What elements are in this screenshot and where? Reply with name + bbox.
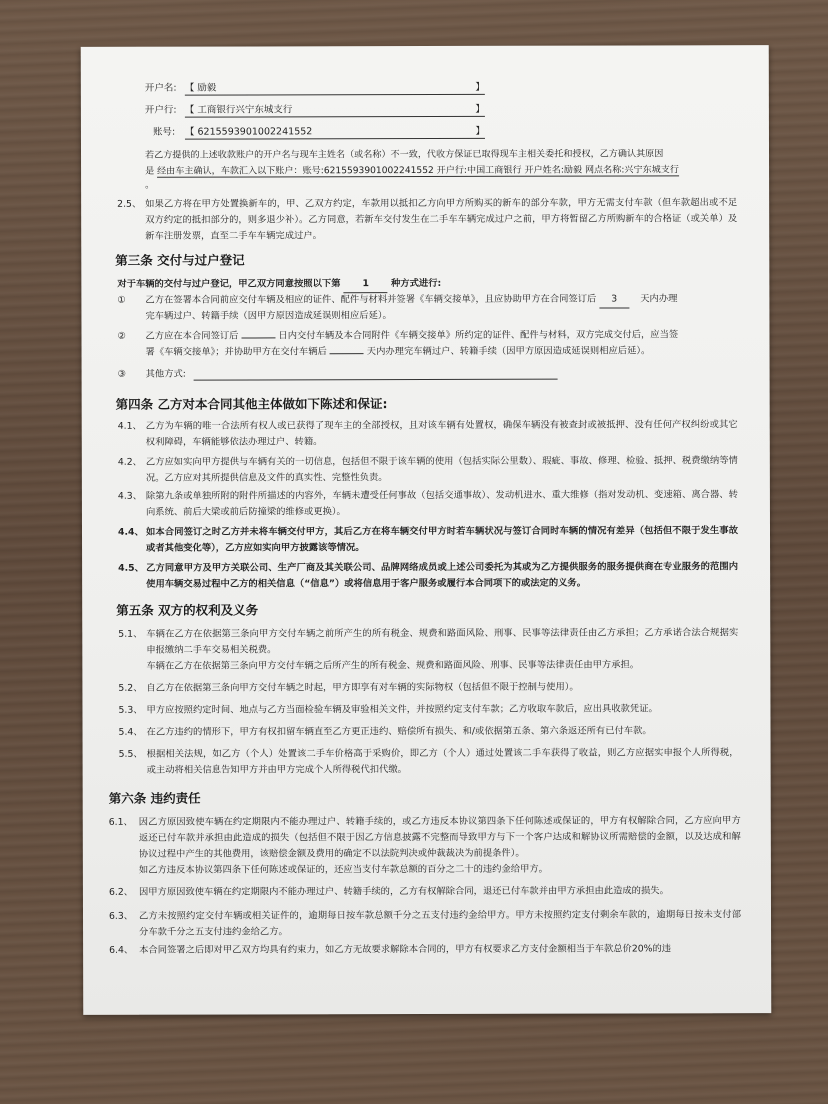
option-2-text-b: 日内交付车辆及本合同附件《车辆交接单》所约定的证件、配件与材料，双方完成交付后，应当签	[278, 329, 679, 342]
clause-4-5-num: 4.5、	[118, 562, 144, 574]
clause-6-3-num: 6.3、	[108, 910, 134, 922]
section-6-title: 第六条 违约责任	[108, 790, 201, 806]
clause-6-3-text: 乙方未按照约定交付车辆或相关证件的，逾期每日按车款总额千分之五支付违约金给甲方。甲方未按照约定支付剩余车款的，逾期每日按未支付部分车款千分之五支付违约金给乙方。	[138, 909, 742, 938]
holder-label: 开户名:	[144, 82, 177, 94]
account-label: 账号:	[152, 126, 176, 138]
clause-4-2-text: 乙方应如实向甲方提供与车辆有关的一切信息，包括但不限于该车辆的使用（包括实际公里数）、瑕疵、事故、修理、检验、抵押、税费缴纳等情况。乙方应对其所提供信息及文件的真实性、完整性负责。	[145, 455, 738, 484]
bank-label: 开户行:	[144, 104, 177, 116]
bank-value: 【 工商银行兴宁东城支行	[184, 104, 293, 116]
account-field	[185, 124, 485, 140]
payee-note-line2	[145, 162, 679, 179]
option-1-num: ①	[117, 294, 126, 306]
clause-4-1-num: 4.1、	[117, 420, 142, 432]
clause-6-1-num: 6.1、	[108, 816, 133, 828]
clause-6-4-text: 本合同签署之后即对甲乙双方均具有约束力，如乙方无故要求解除本合同的，甲方有权要求乙方支付金额相当于车款总价20%的违	[139, 943, 672, 956]
contract-page	[81, 45, 772, 1015]
option-1-line1	[145, 291, 677, 309]
clause-5-2-num: 5.2、	[118, 682, 143, 694]
clause-6-1-text: 因乙方原因致使车辆在约定期限内不能办理过户、转籍手续的，或乙方违反本协议第四条下任何陈述或保证的，甲方有权解除合同，乙方应向甲方返还已付车款并承担由此造成的损失（包括但不限于因乙方信息披露不完整而导致甲方与下一个客户达成和解协议所需赔偿的金额，以及达成和解协议过程中产生的其他费用，该赔偿金额及费用的确定不以法院判决或仲裁裁决为前提条件）。	[138, 815, 741, 860]
bank-field	[185, 102, 485, 118]
section-3-intro-b: 种方式进行:	[390, 277, 442, 290]
holder-value: 【 励毅	[184, 82, 217, 94]
section-4-title: 第四条 乙方对本合同其他主体做如下陈述和保证:	[115, 396, 388, 412]
clause-6-2-text: 因甲方原因致使车辆在约定期限内不能办理过户、转籍手续的，乙方有权解除合同，退还已付车款并由甲方承担由此造成的损失。	[138, 885, 669, 898]
section-5-title: 第五条 双方的权利及义务	[116, 602, 259, 618]
option-2-text-d: 天内办理完车辆过户、转籍手续（因甲方原因造成延误则相应后延）。	[366, 345, 651, 358]
clause-2-5-text: 如果乙方将在甲方处置换新车的，甲、乙双方约定，车款用以抵扣乙方向甲方所购买的新车的部分车款，甲方无需支付车款（但车款超出或不足双方约定的抵扣部分的，则多退少补）。乙方同意，若新车交付发生在二手车车辆完成过户之前，甲方将暂留乙方所购新车的合格证（或关单）及新车注册发票，直至二手车车辆完成过户。	[145, 197, 738, 242]
clause-5-1-num: 5.1、	[118, 628, 143, 640]
clause-6-2-num: 6.2、	[108, 886, 134, 898]
option-1-line2: 完车辆过户、转籍手续（因甲方原因造成延误则相应后延）。	[145, 310, 392, 322]
clause-5-1-text: 车辆在乙方在依据第三条向甲方交付车辆之前所产生的所有税金、规费和路面风险、刑事、民事等法律责任由乙方承担；乙方承诺合法合规据实申报缴纳二手车交易相关税费。	[146, 627, 739, 656]
account-value: 【 6215593901002241552	[184, 126, 313, 138]
clause-4-1-text: 乙方为车辆的唯一合法所有权人或已获得了现车主的全部授权，且对该车辆有处置权，确保车辆没有被查封或被抵押、没有任何产权纠纷或其它权利障碍，车辆能够依法办理过户、转籍。	[145, 419, 738, 448]
option-3-line	[194, 379, 558, 381]
clause-4-4-num: 4.4、	[117, 526, 144, 538]
option-1-text-b: 天内办理	[640, 293, 678, 305]
option-3-num: ③	[117, 368, 126, 380]
clause-4-3-num: 4.3、	[117, 490, 143, 502]
payee-note-fill: 经由车主确认，车款汇入以下账户：账号:6215593901002241552 开户行:中国工商银行 开户姓名:励毅 网点名称:兴宁东城支行	[157, 165, 679, 177]
option-2-num: ②	[117, 330, 126, 342]
option-1-blank: 3	[599, 291, 629, 308]
option-2-text-c: 署《车辆交接单》；并协助甲方在交付车辆后	[145, 346, 327, 358]
payee-note-line3: 。	[145, 180, 155, 191]
payee-note-prefix: 是	[145, 166, 155, 177]
clause-4-5-text: 乙方同意甲方及甲方关联公司、生产厂商及其关联公司、品牌网络成员或上述公司委托为其或为乙方提供服务的服务提供商在专业服务的范围内使用车辆交易过程中乙方的相关信息（“信息”）或将信息用于客户服务或履行本合同项下的或法定的义务。	[146, 561, 739, 590]
holder-close: 】	[475, 81, 485, 93]
section-3-intro-blank: 1	[344, 276, 388, 293]
clause-5-3-num: 5.3、	[118, 704, 143, 716]
clause-5-3-text: 甲方应按照约定时间、地点与乙方当面检验车辆及审验相关文件，并按照约定支付车款；乙方收取车款后，应出具收款凭证。	[146, 703, 658, 716]
clause-2-5-num: 2.5、	[117, 198, 142, 210]
option-1-text-a: 乙方在签署本合同前应交付车辆及相应的证件、配件与材料并签署《车辆交接单》，且应协助甲方在合同签订后	[145, 293, 597, 306]
clause-4-3-text: 除第九条或单独所附的附件所描述的内容外，车辆未遭受任何事故（包括交通事故）、发动机进水、重大维修（指对发动机、变速箱、离合器、转向系统、前后大梁或前后防撞梁的维修或更换）。	[145, 489, 738, 518]
clause-6-4-num: 6.4、	[109, 944, 134, 956]
payee-note-line1: 若乙方提供的上述收款账户的开户名与现车主姓名（或名称）不一致，代收方保证已取得现车主相关委托和授权，乙方确认其原因	[145, 149, 664, 161]
clause-5-5-num: 5.5、	[118, 748, 143, 760]
option-2-text-a: 乙方应在本合同签订后	[145, 330, 239, 342]
clause-6-1-text-2: 如乙方违反本协议第四条下任何陈述或保证的，还应当支付车款总额的百分之二十的违约金给甲方。	[138, 863, 548, 876]
holder-field	[185, 80, 485, 96]
clause-5-4-text: 在乙方违约的情形下，甲方有权扣留车辆直至乙方更正违约、赔偿所有损失、和/或依据第五条、第六条返还所有已付车款。	[146, 725, 652, 738]
clause-5-1-text-2: 车辆在乙方在依据第三条向甲方交付车辆之后所产生的所有税金、规费和路面风险、刑事、民事等法律责任由甲方承担。	[146, 659, 640, 672]
account-close: 】	[475, 125, 485, 137]
section-3-intro-a: 对于车辆的交付与过户登记，甲乙双方同意按照以下第	[117, 278, 341, 290]
option-3-label: 其他方式:	[145, 368, 186, 380]
section-3-title: 第三条 交付与过户登记	[115, 252, 245, 268]
option-2-blank-1	[241, 337, 275, 338]
clause-5-5-text: 根据相关法规，如乙方（个人）处置该二手车价格高于采购价，即乙方（个人）通过处置该二手车获得了收益，则乙方应据实申报个人所得税，或主动将相关信息告知甲方并由甲方完成个人所得税代扣代缴。	[146, 747, 739, 776]
clause-4-2-num: 4.2、	[117, 456, 142, 468]
clause-5-2-text: 自乙方在依据第三条向甲方交付车辆之时起，甲方即享有对车辆的实际物权（包括但不限于控制与使用）。	[146, 681, 579, 694]
option-2-line1	[145, 327, 678, 344]
bank-close: 】	[475, 103, 485, 115]
option-2-blank-2	[330, 353, 364, 354]
option-2-line2	[146, 343, 651, 360]
clause-5-4-num: 5.4、	[118, 726, 143, 738]
clause-4-4-text: 如本合同签订之时乙方并未将车辆交付甲方，其后乙方在将车辆交付甲方时若车辆状况与签订合同时车辆的情况有差异（包括但不限于发生事故或者其他变化等），乙方应如实向甲方披露该等情况。	[145, 525, 739, 554]
